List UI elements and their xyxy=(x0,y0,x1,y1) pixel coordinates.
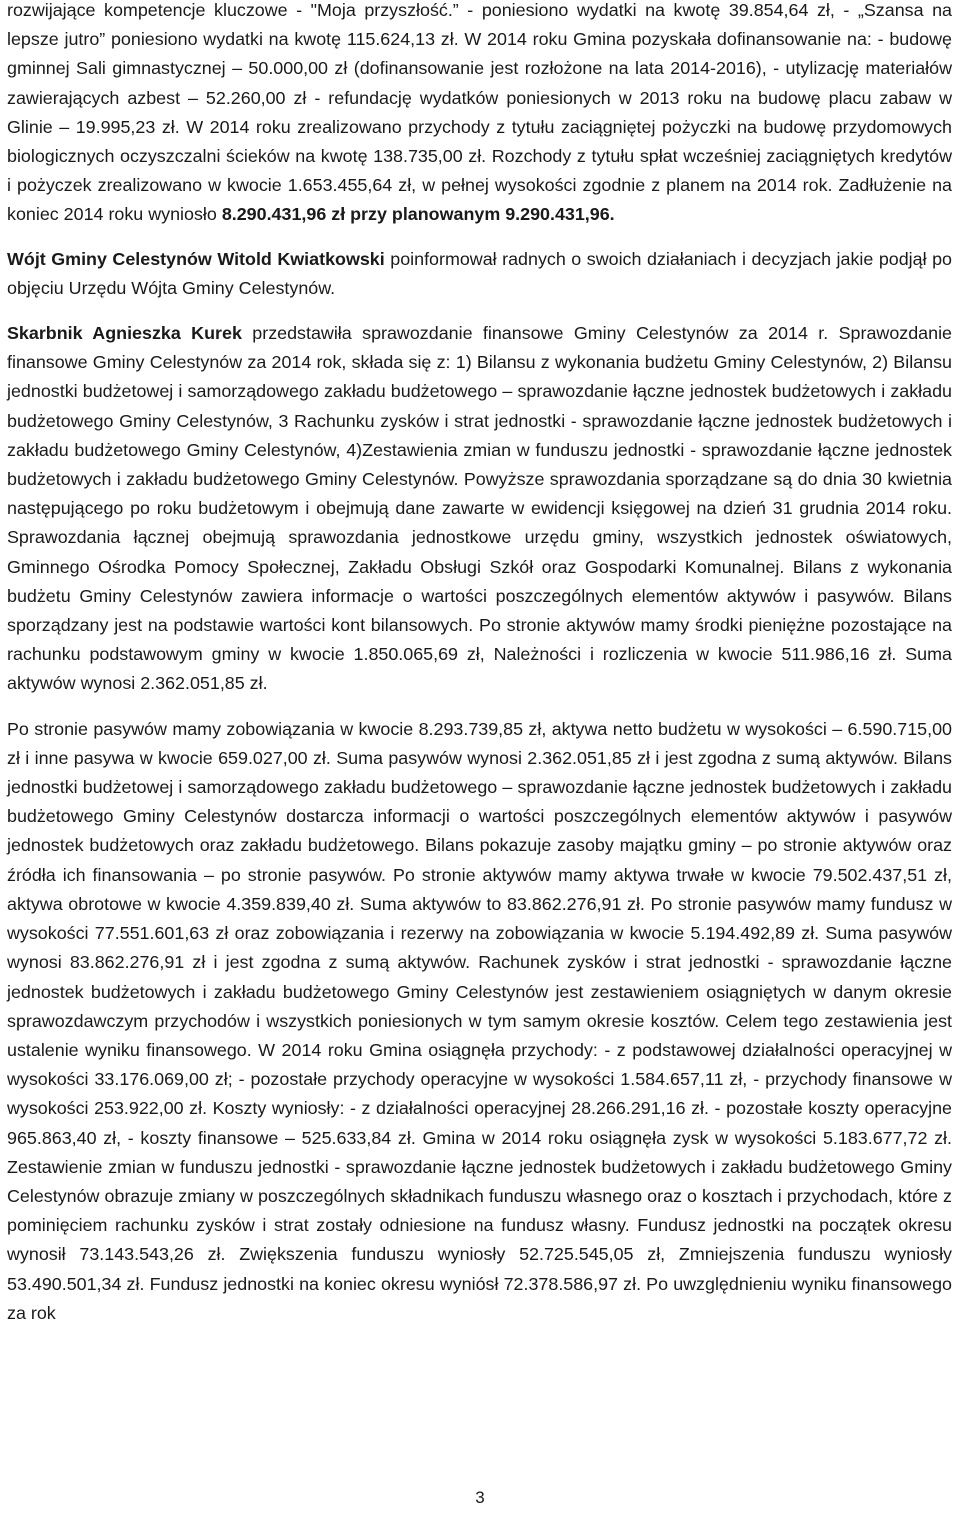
paragraph-text: rozwijające kompetencje kluczowe - "Moja przyszłość.” - poniesiono wydatki na kwotę 39.854,64 zł, - „Szansa na lepsze jutro” poniesiono wydatki na kwotę 115.624,13 zł. W 2014 roku Gmina pozyskała dofinansowanie na: - budowę gminnej Sali gimnastycznej – 50.000,00 zł (dofinansowanie jest rozłożone na lata 2014-2016), - utylizację materiałów zawierających azbest – 52.260,00 zł - refundację wydatków poniesionych w 2013 roku na budowę placu zabaw w Glinie – 19.995,23 zł. W 2014 roku zrealizowano przychody z tytułu zaciągniętej pożyczki na budowę przydomowych biologicznych oczyszczalni ścieków na kwotę 138.735,00 zł. Rozchody z tytułu spłat wcześniej zaciągniętych kredytów i pożyczek zrealizowano w kwocie 1.653.455,64 zł, w pełnej wysokości zgodnie z planem na 2014 rok. Zadłużenie na koniec 2014 roku wyniosło xyxy=(7,0,952,225)
paragraph-funding-summary xyxy=(7,0,952,230)
skarbnik-name-bold: Skarbnik Agnieszka Kurek xyxy=(7,323,242,344)
paragraph-financial-report xyxy=(7,319,952,699)
paragraph-text: przedstawiła sprawozdanie finansowe Gminy Celestynów za 2014 r. Sprawozdanie finansowe Gminy Celestynów za 2014 rok, składa się z: 1) Bilansu z wykonania budżetu Gminy Celestynów, 2) Bilansu jednostki budżetowej i samorządowego zakładu budżetowego – sprawozdanie łączne jednostek budżetowych i zakładu budżetowego Gminy Celestynów, 3 Rachunku zysków i strat jednostki - sprawozdanie łączne jednostek budżetowych i zakładu budżetowego Gminy Celestynów, 4)Zestawienia zmian w funduszu jednostki - sprawozdanie łączne jednostek budżetowych i zakładu budżetowego Gminy Celestynów. Powyższe sprawozdania sporządzane są do dnia 30 kwietnia następującego po roku budżetowym i obejmują dane zawarte w ewidencji księgowej na dzień 31 grudnia 2014 roku. Sprawozdania łącznej obejmują sprawozdania jednostkowe urzędu gminy, wszystkich jednostek oświatowych, Gminnego Ośrodka Pomocy Społecznej, Zakładu Obsługi Szkół oraz Gospodarki Komunalnej. Bilans z wykonania budżetu Gminy Celestynów zawiera informacje o wartości poszczególnych elementów aktywów i pasywów. Bilans sporządzany jest na podstawie wartości kont bilansowych. Po stronie aktywów mamy środki pieniężne pozostające na rachunku podstawowym gminy w kwocie 1.850.065,69 zł, Należności i rozliczenia w kwocie 511.986,16 zł. Suma aktywów wynosi 2.362.051,85 zł. xyxy=(7,323,952,694)
debt-amount-bold: 8.290.431,96 zł przy planowanym 9.290.431,96. xyxy=(221,204,615,225)
paragraph-wojt-info xyxy=(7,245,952,303)
paragraph-text: Po stronie pasywów mamy zobowiązania w kwocie 8.293.739,85 zł, aktywa netto budżetu w wysokości – 6.590.715,00 zł i inne pasywa w kwocie 659.027,00 zł. Suma pasywów wynosi 2.362.051,85 zł i jest zgodna z sumą aktywów. Bilans jednostki budżetowej i samorządowego zakładu budżetowego – sprawozdanie łączne jednostek budżetowych i zakładu budżetowego Gminy Celestynów dostarcza informacji o wartości poszczególnych elementów aktywów i pasywów jednostek budżetowych oraz zakładu budżetowego. Bilans pokazuje zasoby majątku gminy – po stronie aktywów oraz źródła ich finansowania – po stronie pasywów. Po stronie aktywów mamy aktywa trwałe w kwocie 79.502.437,51 zł, aktywa obrotowe w kwocie 4.359.839,40 zł. Suma aktywów to 83.862.276,91 zł. Po stronie pasywów mamy fundusz w wysokości 77.551.601,63 zł oraz zobowiązania i rezerwy na zobowiązania w kwocie 5.194.492,89 zł. Suma pasywów wynosi 83.862.276,91 zł i jest zgodna z sumą aktywów. Rachunek zysków i strat jednostki - sprawozdanie łączne jednostek budżetowych i zakładu budżetowego Gminy Celestynów jest zestawieniem osiągniętych w danym okresie sprawozdawczym przychodów i wszystkich poniesionych w tym samym okresie kosztów. Celem tego zestawienia jest ustalenie wyniku finansowego. W 2014 roku Gmina osiągnęła przychody: - z podstawowej działalności operacyjnej w wysokości 33.176.069,00 zł; - pozostałe przychody operacyjne w wysokości 1.584.657,11 zł, - przychody finansowe w wysokości 253.922,00 zł. Koszty wyniosły: - z działalności operacyjnej 28.266.291,16 zł. - pozostałe koszty operacyjne 965.863,40 zł, - koszty finansowe – 525.633,84 zł. Gmina w 2014 roku osiągnęła zysk w wysokości 5.183.677,72 zł. Zestawienie zmian w funduszu jednostki - sprawozdanie łączne jednostek budżetowych i zakładu budżetowego Gminy Celestynów obrazuje zmiany w poszczególnych składnikach funduszu własnego oraz o kosztach i przychodach, które z pominięciem rachunku zysków i strat zostały odniesione na fundusz własny. Fundusz jednostki na początek okresu wynosił 73.143.543,26 zł. Zwiększenia funduszu wyniosły 52.725.545,05 zł, Zmniejszenia funduszu wyniosły 53.490.501,34 zł. Fundusz jednostki na koniec okresu wyniósł 72.378.586,97 zł. Po uwzględnieniu wyniku finansowego za rok xyxy=(7,718,952,1323)
paragraph-text: poinformował radnych o swoich działaniach i decyzjach jakie podjął po objęciu Urzędu Wójta Gminy Celestynów. xyxy=(7,248,952,298)
wojt-name-bold: Wójt Gminy Celestynów Witold Kwiatkowski xyxy=(7,248,385,269)
page-number: 3 xyxy=(475,1488,485,1507)
paragraph-liabilities xyxy=(7,715,952,1328)
